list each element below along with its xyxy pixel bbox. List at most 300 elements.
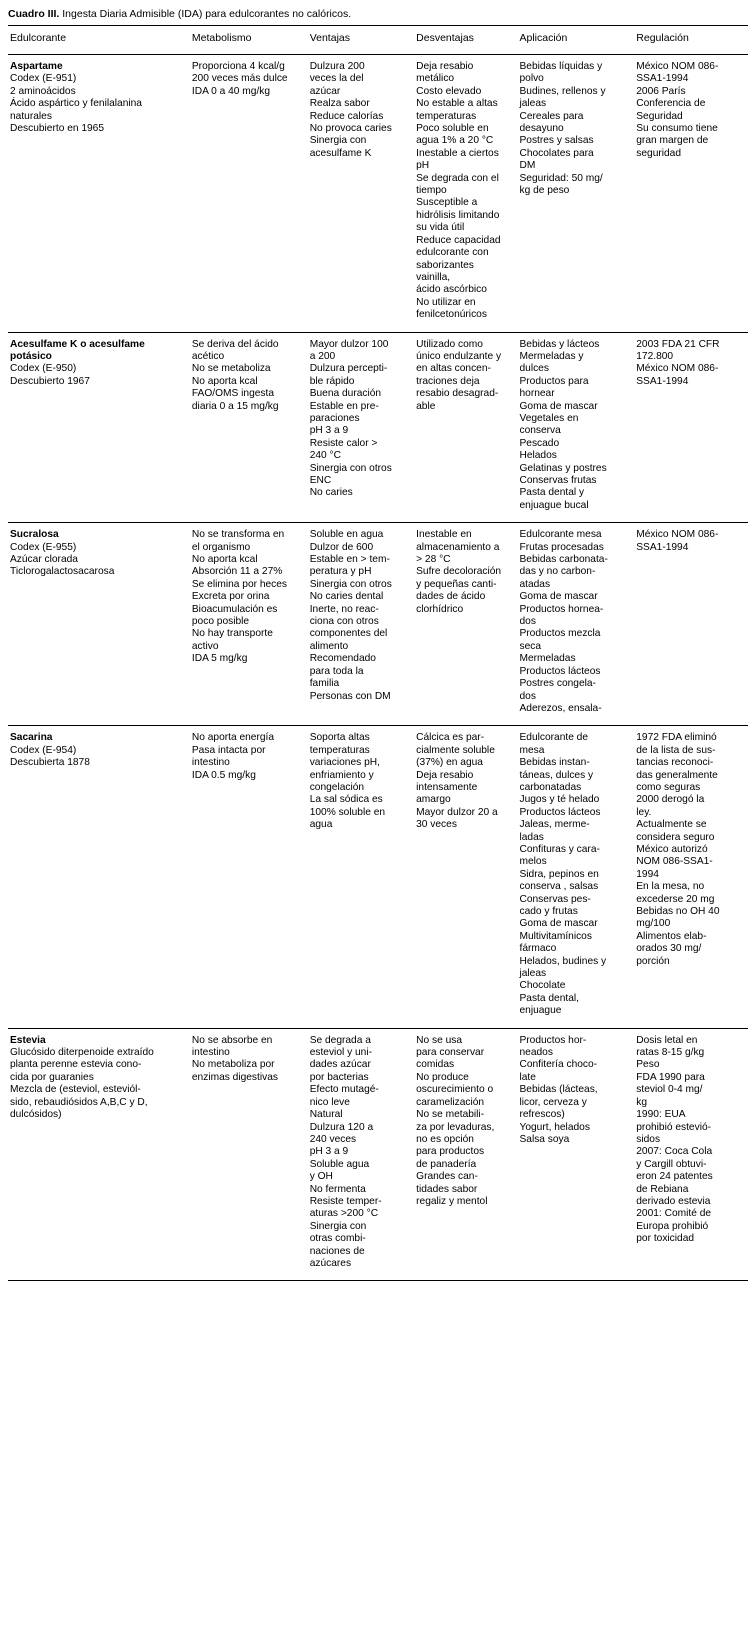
text-line: vainilla, — [416, 271, 451, 283]
text-line: Codex (E-950) — [10, 363, 77, 375]
text-line: kg de peso — [519, 185, 570, 197]
cell-desventajas — [414, 726, 517, 1028]
text-line: Productos mezcla — [519, 628, 601, 640]
text-line: Glucósido diterpenoide extraído — [10, 1047, 154, 1059]
text-line: dos — [519, 616, 536, 628]
text-line: Resiste calor > — [309, 437, 378, 449]
table-row — [8, 332, 748, 523]
text-line: Jaleas, merme- — [519, 819, 590, 831]
text-line: SSA1-1994 — [636, 541, 689, 553]
text-line: Ácido aspártico y fenilalanina — [10, 98, 142, 110]
text-line: amargo — [416, 794, 451, 806]
text-line: alimento — [309, 640, 349, 652]
text-line: 1972 FDA eliminó — [636, 732, 717, 744]
table-row — [8, 55, 748, 333]
column-header-edulcorante: Edulcorante — [8, 26, 190, 55]
text-line: ladas — [519, 831, 544, 843]
text-line: Confitería choco- — [519, 1059, 598, 1071]
text-line: Vegetales en — [519, 412, 579, 424]
text-line: Descubierto 1967 — [10, 375, 90, 387]
text-line: No hay transporte — [191, 628, 273, 640]
cell-desventajas — [414, 55, 517, 333]
cell-desventajas — [414, 523, 517, 726]
text-line: Mayor dulzor 20 a — [416, 806, 498, 818]
text-line: Goma de mascar — [519, 918, 598, 930]
text-line: Costo elevado — [416, 85, 482, 97]
text-line: 30 veces — [416, 819, 457, 831]
text-line: saborizantes — [416, 259, 474, 271]
text-line: Natural — [309, 1109, 343, 1121]
text-line: Realza sabor — [309, 98, 370, 110]
text-line: Sinergia con — [309, 135, 367, 147]
text-line: Productos para — [519, 375, 589, 387]
text-line: naciones de — [309, 1245, 365, 1257]
text-line: intestino — [191, 757, 230, 769]
text-line: Descubierta 1878 — [10, 757, 90, 769]
text-line: Seguridad — [636, 110, 683, 122]
caption-label: Cuadro III. — [8, 8, 60, 20]
text-line: Budines, rellenos y — [519, 85, 606, 97]
text-line: Se degrada con el — [416, 172, 499, 184]
text-line: regaliz y mentol — [416, 1195, 488, 1207]
cell-edulcorante — [8, 55, 190, 333]
text-line: considera seguro — [636, 831, 715, 843]
text-line: kg — [636, 1096, 648, 1108]
text-line: Bebidas instan- — [519, 757, 590, 769]
text-line: No se transforma en — [191, 529, 285, 541]
text-line: SSA1-1994 — [636, 375, 689, 387]
text-line: za por levaduras, — [416, 1121, 495, 1133]
text-line: enzimas digestivas — [191, 1071, 278, 1083]
text-line: Productos hornea- — [519, 603, 604, 615]
cell-aplicacion — [517, 726, 634, 1028]
cell-regulacion — [634, 1028, 748, 1281]
text-line: Pasta dental y — [519, 487, 585, 499]
text-line: No fermenta — [309, 1183, 366, 1195]
cell-edulcorante — [8, 1028, 190, 1281]
text-line: agua — [309, 819, 333, 831]
text-line: Bioacumulación es — [191, 603, 278, 615]
text-line: orados 30 mg/ — [636, 943, 702, 955]
text-line: componentes del — [309, 628, 388, 640]
text-line: mg/100 — [636, 918, 671, 930]
text-line: activo — [191, 640, 219, 652]
text-line: 2001: Comité de — [636, 1208, 712, 1220]
cell-metabolismo — [190, 726, 308, 1028]
text-line: Deja resabio — [416, 61, 474, 72]
text-line: pH 3 a 9 — [309, 425, 349, 437]
cell-metabolismo — [190, 523, 308, 726]
text-line: resabio desagrad- — [416, 388, 499, 400]
text-line: Proporciona 4 kcal/g — [191, 61, 285, 72]
text-line: ley. — [636, 806, 652, 818]
cell-ventajas — [308, 1028, 414, 1281]
text-line: 2000 derogó la — [636, 794, 705, 806]
text-line: FDA 1990 para — [636, 1071, 705, 1083]
sweetener-name: Aspartame — [10, 61, 63, 72]
text-line: neados — [519, 1047, 553, 1059]
column-header-aplicacion: Aplicación — [517, 26, 634, 55]
text-line: No metaboliza por — [191, 1059, 275, 1071]
text-line: y pequeñas canti- — [416, 578, 497, 590]
text-line: Se elimina por heces — [191, 578, 288, 590]
text-line: Su consumo tiene — [636, 123, 718, 135]
text-line: y Cargill obtuvi- — [636, 1158, 707, 1170]
text-line: No caries — [309, 487, 353, 499]
table-row — [8, 1028, 748, 1281]
text-line: Codex (E-954) — [10, 744, 77, 756]
text-line: Personas con DM — [309, 690, 391, 702]
text-line: No caries dental — [309, 591, 384, 603]
text-line: congelación — [309, 781, 365, 793]
text-line: diaria 0 a 15 mg/kg — [191, 400, 279, 412]
text-line: conserva — [519, 425, 561, 437]
text-line: Sinergia con otros — [309, 578, 392, 590]
cell-ventajas — [308, 523, 414, 726]
text-line: 1990: EUA — [636, 1109, 686, 1121]
text-line: variaciones pH, — [309, 757, 380, 769]
text-line: seguridad — [636, 147, 682, 159]
text-line: intensamente — [416, 781, 478, 793]
text-line: Sufre decoloración — [416, 566, 502, 578]
text-line: cialmente soluble — [416, 744, 495, 756]
text-line: Europa prohibió — [636, 1220, 709, 1232]
text-line: Salsa soya — [519, 1133, 570, 1145]
text-line: Sinergia con otros — [309, 462, 392, 474]
text-line: de Rebiana — [636, 1183, 689, 1195]
text-line: gran margen de — [636, 135, 709, 147]
text-line: planta perenne estevia cono- — [10, 1059, 142, 1071]
text-line: Pescado — [519, 437, 560, 449]
text-line: nico leve — [309, 1096, 350, 1108]
cell-edulcorante — [8, 523, 190, 726]
text-line: por toxicidad — [636, 1233, 695, 1245]
text-line: Peso — [636, 1059, 660, 1071]
text-line: Productos lácteos — [519, 665, 601, 677]
text-line: Cálcica es par- — [416, 732, 485, 744]
text-line: Confituras y cara- — [519, 843, 600, 855]
text-line: IDA 0 a 40 mg/kg — [191, 85, 271, 97]
column-header-ventajas: Ventajas — [308, 26, 414, 55]
column-header-regulacion: Regulación — [634, 26, 748, 55]
text-line: late — [519, 1071, 536, 1083]
text-line: acesulfame K — [309, 147, 372, 159]
text-line: ENC — [309, 475, 332, 486]
text-line: No aporta kcal — [191, 554, 258, 566]
text-line: hidrólisis limitando — [416, 209, 500, 221]
text-line: para productos — [416, 1146, 485, 1158]
text-line: das generalmente — [636, 769, 718, 781]
text-line: Goma de mascar — [519, 591, 598, 603]
text-line: No estable a altas — [416, 98, 498, 110]
text-line: La sal sódica es — [309, 794, 383, 806]
text-line: Excreta por orina — [191, 591, 270, 603]
text-line: 2006 París — [636, 85, 686, 97]
text-line: Dosis letal en — [636, 1034, 698, 1046]
text-line: Dulzura 120 a — [309, 1121, 374, 1133]
sweeteners-table — [8, 26, 748, 1281]
text-line: Soluble agua — [309, 1158, 370, 1170]
text-line: naturales — [10, 110, 52, 122]
text-line: eron 24 patentes — [636, 1171, 713, 1183]
text-line: el organismo — [191, 541, 251, 553]
text-line: Absorción 11 a 27% — [191, 566, 283, 578]
text-line: NOM 086-SSA1- — [636, 856, 713, 868]
sweetener-details — [10, 363, 184, 388]
text-line: refrescos) — [519, 1109, 565, 1121]
text-line: ratas 8-15 g/kg — [636, 1047, 705, 1059]
caption-text: Ingesta Diaria Admisible (IDA) para edulcorantes no calóricos. — [59, 8, 352, 20]
text-line: Mezcla de (esteviol, esteviól- — [10, 1084, 141, 1096]
text-line: Soluble en agua — [309, 529, 384, 541]
text-line: agua 1% a 20 °C — [416, 135, 494, 147]
text-line: Jugos y té helado — [519, 794, 600, 806]
text-line: ácido ascórbico — [416, 284, 487, 296]
text-line: no es opción — [416, 1133, 474, 1145]
text-line: 2003 FDA 21 CFR — [636, 338, 720, 350]
text-line: En la mesa, no — [636, 881, 705, 893]
text-line: enjuague — [519, 1005, 562, 1017]
text-line: atadas — [519, 578, 551, 590]
text-line: Cereales para — [519, 110, 584, 122]
text-line: y OH — [309, 1171, 333, 1183]
text-line: Inestable en — [416, 529, 472, 541]
text-line: aturas >200 °C — [309, 1208, 379, 1220]
text-line: cida por guaranies — [10, 1071, 94, 1083]
text-line: dos — [519, 690, 536, 702]
table-header — [8, 26, 748, 55]
text-line: enjuague bucal — [519, 499, 589, 511]
table-caption — [8, 6, 748, 26]
text-line: México autorizó — [636, 843, 708, 855]
text-line: caramelización — [416, 1096, 485, 1108]
text-line: táneas, dulces y — [519, 769, 594, 781]
text-line: Bebidas líquidas y — [519, 61, 603, 72]
text-line: Se deriva del ácido — [191, 338, 279, 350]
text-line: México NOM 086- — [636, 61, 719, 72]
cell-aplicacion — [517, 55, 634, 333]
cell-ventajas — [308, 726, 414, 1028]
text-line: polvo — [519, 73, 544, 85]
text-line: Recomendado — [309, 653, 376, 665]
text-line: traciones deja — [416, 375, 480, 387]
text-line: das y no carbon- — [519, 566, 596, 578]
text-line: Yogurt, helados — [519, 1121, 590, 1133]
text-line: Utilizado como — [416, 338, 483, 350]
text-line: hornear — [519, 388, 555, 400]
text-line: FAO/OMS ingesta — [191, 388, 274, 400]
text-line: (37%) en agua — [416, 757, 483, 769]
text-line: Pasa intacta por — [191, 744, 266, 756]
text-line: No se usa — [416, 1034, 463, 1046]
text-line: melos — [519, 856, 547, 868]
text-line: 240 °C — [309, 450, 341, 462]
table-row — [8, 523, 748, 726]
text-line: clorhídrico — [416, 603, 464, 615]
text-line: Bebidas no OH 40 — [636, 906, 720, 917]
text-line: 2007: Coca Cola — [636, 1146, 713, 1158]
text-line: otras combi- — [309, 1233, 366, 1245]
text-line: 2 aminoácidos — [10, 85, 76, 97]
text-line: No se absorbe en — [191, 1034, 273, 1046]
text-line: Codex (E-955) — [10, 541, 77, 553]
text-line: ble rápido — [309, 375, 355, 387]
text-line: 200 veces más dulce — [191, 73, 288, 85]
text-line: pH — [416, 160, 430, 172]
text-line: desayuno — [519, 123, 564, 135]
text-line: Edulcorante mesa — [519, 529, 602, 541]
text-line: Chocolate — [519, 980, 566, 992]
text-line: dades azúcar — [309, 1059, 371, 1071]
text-line: sido, rebaudiósidos A,B,C y D, — [10, 1096, 148, 1108]
text-line: peratura y pH — [309, 566, 372, 578]
cell-edulcorante — [8, 726, 190, 1028]
cell-metabolismo — [190, 55, 308, 333]
text-line: enfriamiento y — [309, 769, 374, 781]
text-line: Productos lácteos — [519, 806, 601, 818]
text-line: Conservas frutas — [519, 475, 597, 486]
cell-aplicacion — [517, 332, 634, 523]
text-line: 100% soluble en — [309, 806, 386, 818]
text-line: a 200 — [309, 350, 336, 362]
text-line: Estable en > tem- — [309, 554, 390, 566]
text-line: Se degrada a — [309, 1034, 371, 1046]
text-line: Reduce capacidad — [416, 234, 501, 246]
text-line: Codex (E-951) — [10, 73, 77, 85]
cell-regulacion — [634, 332, 748, 523]
sweetener-name: Sucralosa — [10, 529, 59, 541]
text-line: steviol 0-4 mg/ — [636, 1084, 703, 1096]
text-line: Poco soluble en — [416, 123, 489, 135]
text-line: licor, cerveza y — [519, 1096, 587, 1108]
text-line: México NOM 086- — [636, 363, 719, 375]
sweetener-details — [10, 1047, 184, 1121]
text-line: Multivitamínicos — [519, 930, 592, 942]
cell-desventajas — [414, 1028, 517, 1281]
sweetener-name: Estevia — [10, 1034, 46, 1046]
text-line: Seguridad: 50 mg/ — [519, 172, 603, 184]
text-line: como seguras — [636, 781, 701, 793]
text-line: metálico — [416, 73, 455, 85]
text-line: azúcares — [309, 1257, 352, 1269]
text-line: Dulzor de 600 — [309, 541, 374, 553]
cell-metabolismo — [190, 332, 308, 523]
text-line: Grandes can- — [416, 1171, 478, 1183]
text-line: Soporta altas — [309, 732, 370, 744]
text-line: poco posible — [191, 616, 250, 628]
text-line: seca — [519, 640, 542, 652]
text-line: cado y frutas — [519, 906, 578, 917]
text-line: No se metaboliza — [191, 363, 271, 375]
sweetener-details — [10, 73, 184, 135]
text-line: azúcar — [309, 85, 341, 97]
text-line: Conservas pes- — [519, 893, 591, 905]
text-line: Dulzura percepti- — [309, 363, 388, 375]
text-line: Actualmente se — [636, 819, 707, 831]
text-line: Resiste temper- — [309, 1195, 382, 1207]
text-line: Bebidas y lácteos — [519, 338, 600, 350]
text-line: intestino — [191, 1047, 230, 1059]
cell-ventajas — [308, 332, 414, 523]
text-line: dulcósidos) — [10, 1109, 62, 1121]
text-line: > 28 °C — [416, 554, 451, 566]
text-line: México NOM 086- — [636, 529, 719, 541]
text-line: Conferencia de — [636, 98, 706, 110]
text-line: able — [416, 400, 436, 412]
text-line: tiempo — [416, 185, 447, 197]
cell-ventajas — [308, 55, 414, 333]
text-line: prohibió estevió- — [636, 1121, 712, 1133]
table-row — [8, 726, 748, 1028]
text-line: Susceptible a — [416, 197, 478, 209]
text-line: esteviol y uni- — [309, 1047, 372, 1059]
text-line: Deja resabio — [416, 769, 474, 781]
text-line: Helados, budines y — [519, 955, 607, 967]
text-line: Postres congela- — [519, 678, 596, 690]
sweetener-name: Sacarina — [10, 732, 53, 744]
text-line: oscurecimiento o — [416, 1084, 494, 1096]
sweetener-details — [10, 542, 184, 579]
column-header-metabolismo: Metabolismo — [190, 26, 308, 55]
text-line: temperaturas — [416, 110, 477, 122]
text-line: Reduce calorías — [309, 110, 384, 122]
sweetener-name: Acesulfame K o acesulfame potásico — [10, 338, 145, 362]
text-line: IDA 0.5 mg/kg — [191, 769, 256, 781]
text-line: No provoca caries — [309, 123, 392, 135]
text-line: Descubierto en 1965 — [10, 123, 105, 135]
text-line: Frutas procesadas — [519, 541, 604, 553]
text-line: pH 3 a 9 — [309, 1146, 349, 1158]
text-line: IDA 5 mg/kg — [191, 653, 248, 665]
text-line: No utilizar en — [416, 296, 476, 308]
text-line: Bebidas (lácteas, — [519, 1084, 598, 1096]
cell-metabolismo — [190, 1028, 308, 1281]
text-line: temperaturas — [309, 744, 370, 756]
text-line: Mermeladas — [519, 653, 576, 665]
text-line: Sinergia con — [309, 1220, 367, 1232]
text-line: Pasta dental, — [519, 992, 579, 1004]
text-line: Inerte, no reac- — [309, 603, 379, 615]
text-line: Sidra, pepinos en — [519, 868, 599, 880]
text-line: Azúcar clorada — [10, 554, 78, 566]
text-line: Edulcorante de — [519, 732, 589, 744]
sweetener-details — [10, 745, 184, 770]
text-line: No se metabili- — [416, 1109, 485, 1121]
text-line: su vida útil — [416, 222, 465, 234]
text-line: para toda la — [309, 665, 364, 677]
text-line: Ticlorogalactosacarosa — [10, 566, 115, 578]
text-line: DM — [519, 160, 536, 172]
text-line: carbonatadas — [519, 781, 582, 793]
text-line: Efecto mutagé- — [309, 1084, 379, 1096]
text-line: Postres y salsas — [519, 135, 594, 147]
text-line: paraciones — [309, 412, 360, 424]
text-line: Mermeladas y — [519, 350, 584, 362]
column-header-desventajas: Desventajas — [414, 26, 517, 55]
table-body — [8, 55, 748, 1281]
text-line: Helados — [519, 450, 557, 462]
text-line: Productos hor- — [519, 1034, 587, 1046]
text-line: jaleas — [519, 98, 547, 110]
text-line: Chocolates para — [519, 147, 594, 159]
text-line: edulcorante con — [416, 247, 489, 259]
text-line: acético — [191, 350, 225, 362]
text-line: SSA1-1994 — [636, 73, 689, 85]
text-line: jaleas — [519, 968, 547, 980]
text-line: 240 veces — [309, 1133, 357, 1145]
text-line: dulces — [519, 363, 549, 375]
text-line: derivado estevia — [636, 1195, 711, 1207]
